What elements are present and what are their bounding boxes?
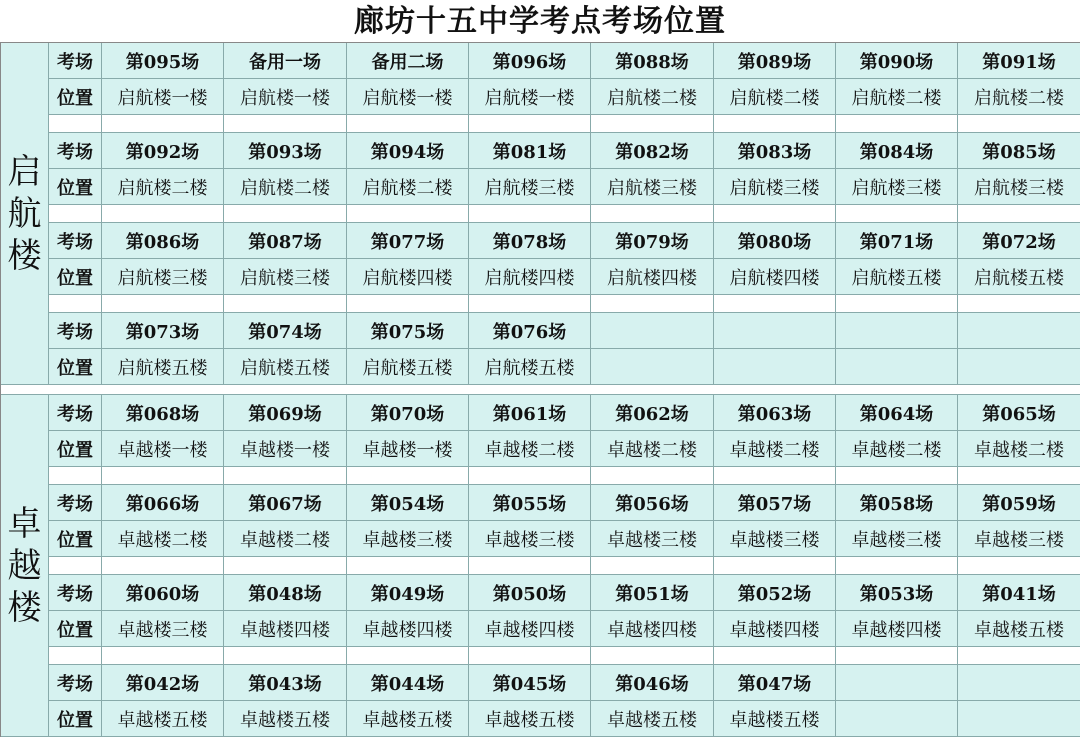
room-cell: 第072场	[958, 223, 1080, 259]
location-cell: 卓越楼四楼	[714, 611, 836, 647]
location-cell: 卓越楼一楼	[224, 431, 347, 467]
location-cell: 卓越楼二楼	[591, 431, 714, 467]
row-label-room: 考场	[49, 313, 102, 349]
location-cell: 卓越楼二楼	[714, 431, 836, 467]
building-separator	[1, 385, 1080, 395]
location-cell: 启航楼五楼	[958, 259, 1080, 295]
room-cell: 第048场	[224, 575, 347, 611]
spacer-cell	[836, 647, 958, 665]
room-cell: 第096场	[469, 43, 591, 79]
room-cell: 第079场	[591, 223, 714, 259]
room-cell: 第087场	[224, 223, 347, 259]
room-cell: 第041场	[958, 575, 1080, 611]
spacer-cell	[714, 205, 836, 223]
spacer-cell	[591, 557, 714, 575]
room-cell	[958, 665, 1080, 701]
room-cell: 第061场	[469, 395, 591, 431]
location-cell: 卓越楼四楼	[224, 611, 347, 647]
spacer-cell	[469, 647, 591, 665]
location-cell: 启航楼二楼	[224, 169, 347, 205]
location-cell: 卓越楼三楼	[469, 521, 591, 557]
room-cell: 第068场	[102, 395, 224, 431]
location-cell	[958, 349, 1080, 385]
spacer-cell	[49, 557, 102, 575]
spacer-cell	[102, 205, 224, 223]
room-cell: 第056场	[591, 485, 714, 521]
spacer-cell	[836, 295, 958, 313]
location-cell: 启航楼四楼	[469, 259, 591, 295]
location-cell: 启航楼四楼	[714, 259, 836, 295]
row-label-room: 考场	[49, 133, 102, 169]
spacer-cell	[836, 467, 958, 485]
spacer-cell	[836, 205, 958, 223]
location-cell	[836, 701, 958, 737]
row-label-location: 位置	[49, 349, 102, 385]
room-cell: 备用一场	[224, 43, 347, 79]
location-cell	[958, 701, 1080, 737]
spacer-cell	[958, 205, 1080, 223]
room-cell: 第053场	[836, 575, 958, 611]
room-cell: 第059场	[958, 485, 1080, 521]
room-cell: 第047场	[714, 665, 836, 701]
location-cell: 卓越楼二楼	[958, 431, 1080, 467]
location-cell: 卓越楼一楼	[347, 431, 469, 467]
location-cell: 卓越楼五楼	[958, 611, 1080, 647]
location-cell: 卓越楼三楼	[958, 521, 1080, 557]
room-cell: 第045场	[469, 665, 591, 701]
spacer-cell	[347, 557, 469, 575]
location-cell: 卓越楼五楼	[469, 701, 591, 737]
spacer-cell	[49, 467, 102, 485]
location-cell: 启航楼二楼	[347, 169, 469, 205]
location-cell: 卓越楼三楼	[836, 521, 958, 557]
spacer-cell	[714, 647, 836, 665]
location-cell: 启航楼五楼	[836, 259, 958, 295]
spacer-cell	[347, 295, 469, 313]
location-cell: 卓越楼二楼	[102, 521, 224, 557]
room-cell: 第089场	[714, 43, 836, 79]
spacer-cell	[714, 467, 836, 485]
location-cell	[836, 349, 958, 385]
location-cell: 卓越楼三楼	[714, 521, 836, 557]
row-label-room: 考场	[49, 665, 102, 701]
row-label-location: 位置	[49, 169, 102, 205]
spacer-cell	[224, 295, 347, 313]
room-cell: 第046场	[591, 665, 714, 701]
room-cell: 备用二场	[347, 43, 469, 79]
spacer-cell	[49, 647, 102, 665]
room-cell: 第042场	[102, 665, 224, 701]
room-cell: 第078场	[469, 223, 591, 259]
room-cell: 第074场	[224, 313, 347, 349]
room-cell: 第075场	[347, 313, 469, 349]
spacer-cell	[347, 115, 469, 133]
spacer-cell	[714, 295, 836, 313]
location-cell: 启航楼五楼	[347, 349, 469, 385]
room-cell: 第049场	[347, 575, 469, 611]
spacer-cell	[102, 647, 224, 665]
spacer-cell	[469, 205, 591, 223]
location-cell: 启航楼三楼	[714, 169, 836, 205]
location-cell: 卓越楼五楼	[591, 701, 714, 737]
room-cell: 第076场	[469, 313, 591, 349]
row-label-location: 位置	[49, 431, 102, 467]
row-label-room: 考场	[49, 575, 102, 611]
spacer-cell	[469, 115, 591, 133]
spacer-cell	[102, 295, 224, 313]
location-cell: 卓越楼四楼	[347, 611, 469, 647]
room-cell	[836, 665, 958, 701]
spacer-cell	[347, 647, 469, 665]
spacer-cell	[958, 557, 1080, 575]
spacer-cell	[102, 115, 224, 133]
room-cell: 第091场	[958, 43, 1080, 79]
room-cell: 第081场	[469, 133, 591, 169]
room-cell: 第083场	[714, 133, 836, 169]
room-cell: 第064场	[836, 395, 958, 431]
spacer-cell	[958, 295, 1080, 313]
location-cell: 启航楼五楼	[469, 349, 591, 385]
spacer-cell	[469, 467, 591, 485]
spacer-cell	[102, 557, 224, 575]
location-cell: 卓越楼四楼	[836, 611, 958, 647]
room-cell: 第094场	[347, 133, 469, 169]
spacer-cell	[49, 295, 102, 313]
location-cell: 卓越楼一楼	[102, 431, 224, 467]
spacer-cell	[49, 115, 102, 133]
spacer-cell	[958, 647, 1080, 665]
room-cell: 第062场	[591, 395, 714, 431]
room-cell: 第055场	[469, 485, 591, 521]
location-cell: 卓越楼五楼	[224, 701, 347, 737]
spacer-cell	[836, 115, 958, 133]
room-cell: 第057场	[714, 485, 836, 521]
spacer-cell	[224, 557, 347, 575]
location-cell: 卓越楼二楼	[224, 521, 347, 557]
room-cell: 第043场	[224, 665, 347, 701]
spacer-cell	[469, 295, 591, 313]
spacer-cell	[49, 205, 102, 223]
room-cell: 第060场	[102, 575, 224, 611]
spacer-cell	[347, 467, 469, 485]
row-label-location: 位置	[49, 701, 102, 737]
location-cell: 卓越楼三楼	[347, 521, 469, 557]
spacer-cell	[714, 115, 836, 133]
room-cell: 第084场	[836, 133, 958, 169]
room-cell: 第080场	[714, 223, 836, 259]
location-cell: 启航楼三楼	[591, 169, 714, 205]
location-cell: 启航楼二楼	[958, 79, 1080, 115]
room-cell	[836, 313, 958, 349]
spacer-cell	[591, 115, 714, 133]
location-cell: 启航楼二楼	[714, 79, 836, 115]
location-cell: 卓越楼五楼	[347, 701, 469, 737]
location-cell: 启航楼四楼	[347, 259, 469, 295]
room-cell	[714, 313, 836, 349]
building-name: 启 航 楼	[1, 43, 49, 385]
room-cell: 第071场	[836, 223, 958, 259]
row-label-room: 考场	[49, 485, 102, 521]
row-label-location: 位置	[49, 521, 102, 557]
row-label-room: 考场	[49, 223, 102, 259]
location-cell: 启航楼四楼	[591, 259, 714, 295]
spacer-cell	[224, 467, 347, 485]
spacer-cell	[102, 467, 224, 485]
room-cell: 第063场	[714, 395, 836, 431]
location-cell: 卓越楼二楼	[469, 431, 591, 467]
exam-room-table	[0, 42, 1080, 737]
location-cell: 卓越楼四楼	[469, 611, 591, 647]
spacer-cell	[958, 467, 1080, 485]
room-cell: 第092场	[102, 133, 224, 169]
location-cell: 启航楼三楼	[836, 169, 958, 205]
row-label-location: 位置	[49, 259, 102, 295]
room-cell: 第050场	[469, 575, 591, 611]
room-cell	[958, 313, 1080, 349]
location-cell: 启航楼三楼	[224, 259, 347, 295]
room-cell: 第066场	[102, 485, 224, 521]
location-cell	[591, 349, 714, 385]
building-name: 卓 越 楼	[1, 395, 49, 737]
location-cell: 卓越楼三楼	[591, 521, 714, 557]
room-cell: 第093场	[224, 133, 347, 169]
room-cell: 第067场	[224, 485, 347, 521]
spacer-cell	[591, 295, 714, 313]
spacer-cell	[347, 205, 469, 223]
location-cell: 卓越楼二楼	[836, 431, 958, 467]
room-cell: 第065场	[958, 395, 1080, 431]
room-cell: 第069场	[224, 395, 347, 431]
spacer-cell	[836, 557, 958, 575]
location-cell: 启航楼三楼	[958, 169, 1080, 205]
location-cell: 启航楼一楼	[102, 79, 224, 115]
location-cell: 卓越楼三楼	[102, 611, 224, 647]
location-cell: 启航楼三楼	[102, 259, 224, 295]
room-cell: 第088场	[591, 43, 714, 79]
spacer-cell	[958, 115, 1080, 133]
location-cell: 启航楼二楼	[102, 169, 224, 205]
room-cell: 第073场	[102, 313, 224, 349]
spacer-cell	[714, 557, 836, 575]
row-label-room: 考场	[49, 395, 102, 431]
room-cell: 第082场	[591, 133, 714, 169]
spacer-cell	[224, 647, 347, 665]
room-cell	[591, 313, 714, 349]
room-cell: 第085场	[958, 133, 1080, 169]
spacer-cell	[469, 557, 591, 575]
room-cell: 第054场	[347, 485, 469, 521]
row-label-location: 位置	[49, 79, 102, 115]
location-cell: 卓越楼五楼	[714, 701, 836, 737]
spacer-cell	[591, 467, 714, 485]
location-cell: 启航楼一楼	[347, 79, 469, 115]
row-label-location: 位置	[49, 611, 102, 647]
location-cell: 卓越楼四楼	[591, 611, 714, 647]
room-cell: 第070场	[347, 395, 469, 431]
location-cell	[714, 349, 836, 385]
room-cell: 第052场	[714, 575, 836, 611]
room-cell: 第051场	[591, 575, 714, 611]
location-cell: 启航楼五楼	[102, 349, 224, 385]
spacer-cell	[591, 205, 714, 223]
location-cell: 启航楼一楼	[469, 79, 591, 115]
location-cell: 启航楼五楼	[224, 349, 347, 385]
row-label-room: 考场	[49, 43, 102, 79]
room-cell: 第095场	[102, 43, 224, 79]
room-cell: 第058场	[836, 485, 958, 521]
spacer-cell	[224, 115, 347, 133]
location-cell: 启航楼三楼	[469, 169, 591, 205]
location-cell: 启航楼二楼	[591, 79, 714, 115]
location-cell: 卓越楼五楼	[102, 701, 224, 737]
room-cell: 第090场	[836, 43, 958, 79]
room-cell: 第086场	[102, 223, 224, 259]
location-cell: 启航楼一楼	[224, 79, 347, 115]
spacer-cell	[591, 647, 714, 665]
room-cell: 第044场	[347, 665, 469, 701]
room-cell: 第077场	[347, 223, 469, 259]
page-title: 廊坊十五中学考点考场位置	[354, 4, 726, 39]
location-cell: 启航楼二楼	[836, 79, 958, 115]
spacer-cell	[224, 205, 347, 223]
